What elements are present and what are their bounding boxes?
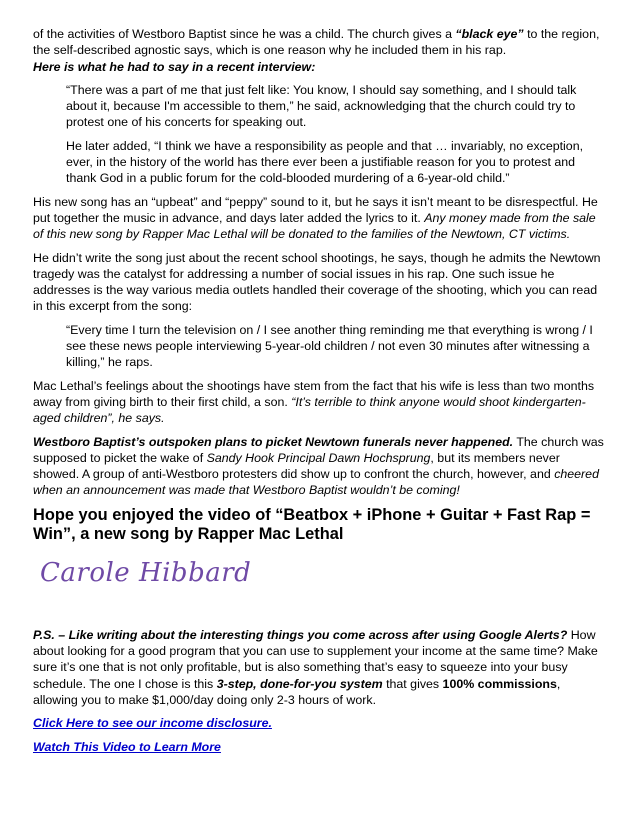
ps-text: How about looking for a good program that you can use to supplement your income at the same time? Make sure it’s one that is not only profitable, but is also something that’s easy to squeeze into your busy schedule. The one I chose is this [33, 627, 598, 691]
interview-quote-1: “There was a part of me that just felt like: You know, I should say something, and I should talk about it, because I'm accessible to them,” he said, acknowledging that the church could try to protest one of his concerts for speaking out. [66, 82, 577, 130]
feelings-quote: “It’s terrible to think anyone would shoot kindergarten-aged children”, he says. [33, 394, 586, 426]
ps-lead: P.S. – Like writing about the interesting things you come across after using Google Alerts? [33, 627, 568, 642]
document-page [33, 26, 605, 762]
feelings-text: Mac Lethal’s feelings about the shootings have stem from the fact that his wife is less than two months away from giving birth to their first child, a son. [33, 378, 595, 409]
lyrics-quote: “Every time I turn the television on / I see another thing reminding me that everything is wrong / I see these news people interviewing 5-year-old children / not even 30 minutes after witnessing a killing,” he raps. [66, 322, 593, 370]
black-eye-emphasis: “black eye” [455, 27, 524, 41]
income-link-paragraph [33, 715, 605, 731]
ps-system: 3-step, done-for-you system [216, 676, 383, 691]
intro-paragraph [33, 26, 605, 75]
interview-lead-in: Here is what he had to say in a recent interview: [33, 59, 316, 74]
feelings-paragraph [33, 378, 605, 427]
signature-image: Carole Hibbard [40, 557, 252, 588]
closing-heading: Hope you enjoyed the video of “Beatbox + iPhone + Guitar + Fast Rap = Win”, a new song by Rapper Mac Lethal [33, 505, 591, 544]
westboro-headline: Westboro Baptist’s outspoken plans to picket Newtown funerals never happened. [33, 434, 514, 449]
ps-paragraph [33, 627, 605, 708]
ps-text-2: that gives [382, 676, 443, 691]
video-link-paragraph [33, 739, 605, 755]
intro-text-rest: to the region, the self-described agnostic says, which is one reason why he included them in his rap. [33, 27, 600, 58]
westboro-text-2: , but its members never showed. A group of anti-Westboro protesters did show up to confront the church, however, and [33, 450, 560, 482]
newtown-paragraph: He didn’t write the song just about the recent school shootings, he says, though he admits the Newtown tragedy was the catalyst for addressing a number of social issues in his rap. One such issue he addresses is the way various media outlets handled their coverage of the shooting, which you can read in this excerpt from the song: [33, 250, 601, 314]
watch-video-link[interactable]: Watch This Video to Learn More [33, 739, 221, 754]
ps-commissions: 100% commissions [442, 676, 557, 691]
interview-quote-2: He later added, “I think we have a responsibility as people and that … invariably, no exception, ever, in the history of the world has there ever been a justifiable reason for you to protest and thank God in a public forum for the cold-blooded murdering of a 6-year-old child.” [66, 138, 584, 186]
donation-note: Any money made from the sale of this new song by Rapper Mac Lethal will be donated to the families of the Newtown, CT victims. [33, 210, 596, 242]
westboro-paragraph [33, 434, 605, 499]
signature-block [33, 549, 605, 627]
song-text: His new song has an “upbeat” and “peppy” sound to it, but he says it isn’t meant to be disrespectful. He put together the music in advance, and days later added the lyrics to it. [33, 194, 598, 225]
ps-text-3: , allowing you to make $1,000/day doing only 2-3 hours of work. [33, 676, 561, 707]
principal-name: Sandy Hook Principal Dawn Hochsprung [206, 450, 431, 465]
westboro-text: The church was supposed to picket the wake of [33, 434, 604, 465]
intro-text: of the activities of Westboro Baptist since he was a child. The church gives a [33, 27, 456, 41]
income-disclosure-link[interactable]: Click Here to see our income disclosure. [33, 716, 272, 731]
song-paragraph [33, 194, 605, 243]
westboro-cheer: cheered when an announcement was made that Westboro Baptist wouldn’t be coming! [33, 467, 599, 498]
